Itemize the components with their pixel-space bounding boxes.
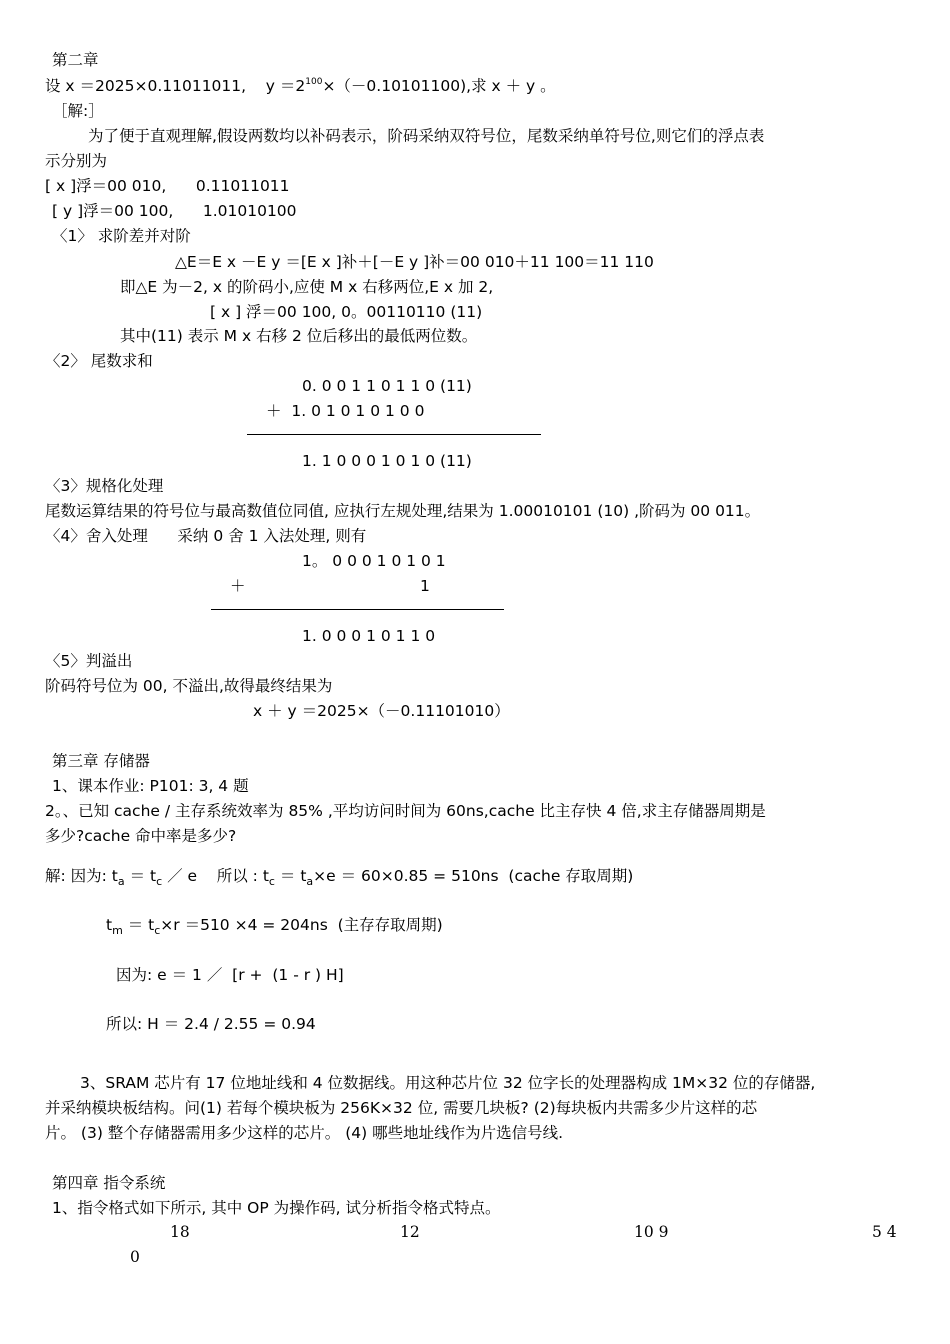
ch2-shift-note: 其中(11) 表示 M x 右移 2 位后移出的最低两位数。 [120,327,478,345]
ch3-question2-line1: 2。、已知 cache / 主存系统效率为 85% ,平均访问时间为 60ns,cache 比主存快 4 倍,求主存储器周期是 [45,802,766,820]
ch3-question1: 1、课本作业: P101: 3, 4 题 [52,777,249,795]
ch3-question3-line2: 并采纳模块板结构。问(1) 若每个模块板为 256K×32 位, 需要几块板? (2)每块板内共需多少片这样的芯 [45,1099,758,1117]
ch2-round-one: 1 [420,577,430,595]
ch4-bit-18: 18 [170,1223,190,1241]
ch2-step4: 〈4〉舍入处理 采纳 0 舍 1 入法处理, 则有 [45,527,367,545]
ch3-solution-step3: 因为: e ＝ 1 ／ [r + (1 - r ) H] [116,966,344,984]
chapter2-title: 第二章 [52,51,99,69]
ch2-step5: 〈5〉判溢出 [45,652,133,670]
ch2-delta-e-note: 即△E 为－2, x 的阶码小,应使 M x 右移两位,E x 加 2, [120,278,494,296]
ch2-sum-result: 1. 1 0 0 0 1 0 1 0 (11) [302,452,472,470]
ch2-overflow: 阶码符号位为 00, 不溢出,故得最终结果为 [45,677,333,695]
ch2-problem: 设 x ＝2025×0.11011011, $y =2^{100}\times(-0.10101100)$,求 x ＋ y 。 [45,77,556,95]
ch2-x-float: [ x ]浮＝00 010, 0.11011011 [45,177,290,195]
ch2-step1: 〈1〉 求阶差并对阶 [52,227,191,245]
ch4-bit-10-9: 10 9 [634,1223,669,1241]
ch2-delta-e: △E＝E x －E y ＝[E x ]补＋[－E y ]补＝00 010＋11 100＝11 110 [175,253,654,271]
ch2-round-result: 1. 0 0 0 1 0 1 1 0 [302,627,436,645]
ch2-final-result: x ＋ y ＝2025×（－0.11101010） [253,702,510,720]
ch2-normalize: 尾数运算结果的符号位与最高数值位同值, 应执行左规处理,结果为 1.00010101 (10) ,阶码为 00 011。 [45,502,761,520]
ch3-question2-line2: 多少?cache 命中率是多少? [45,827,237,845]
ch2-sum-operand-a: 0. 0 0 1 1 0 1 1 0 (11) [302,377,472,395]
ch2-solution-label: ［解:］ [52,102,104,120]
chapter3-title: 第三章 存储器 [52,752,150,770]
ch4-question1: 1、指令格式如下所示, 其中 OP 为操作码, 试分析指令格式特点。 [52,1199,501,1217]
ch2-sum-operand-b: ＋ 1. 0 1 0 1 0 1 0 0 [266,402,425,420]
ch2-intro-line1: 为了便于直观理解,假设两数均以补码表示，阶码采纳双符号位，尾数采纳单符号位,则它们的浮点表 [88,127,765,145]
ch2-round-operand: 1。 0 0 0 1 0 1 0 1 [302,552,446,570]
ch2-step2: 〈2〉 尾数求和 [45,352,153,370]
ch2-x-float-aligned: [ x ] 浮＝00 100, 0。00110110 (11) [210,303,483,321]
ch4-bit-0: 0 [130,1248,140,1266]
ch3-solution-step2: $t_m = t_c\times r =510 \times 4 = 204ns$ (主存存取周期) [106,916,443,937]
ch2-round-plus: ＋ [230,577,246,595]
ch3-solution-step1: 解: 因为: $t_a = t_c$ ／ e 所以 : $t_c = t_a\times e = 60\times 0.85 = 510ns$ (cache 存取周期) [45,867,634,888]
ch3-question3-line3: 片。 (3) 整个存储器需用多少这样的芯片。 (4) 哪些地址线作为片选信号线. [45,1124,564,1142]
ch2-sum-rule [247,434,541,435]
ch4-bit-5-4: 5 4 [872,1223,897,1241]
ch2-round-rule [211,609,504,610]
ch3-solution-step4: 所以: H ＝ 2.4 / 2.55 = 0.94 [106,1015,316,1033]
ch4-bit-12: 12 [400,1223,420,1241]
ch2-intro-line2: 示分别为 [45,152,108,170]
chapter4-title: 第四章 指令系统 [52,1174,166,1192]
ch3-question3-line1: 3、SRAM 芯片有 17 位地址线和 4 位数据线。用这种芯片位 32 位字长的处理器构成 1M×32 位的存储器, [80,1074,816,1092]
ch2-step3: 〈3〉规格化处理 [45,477,164,495]
ch2-y-float: [ y ]浮＝00 100, 1.01010100 [52,202,297,220]
